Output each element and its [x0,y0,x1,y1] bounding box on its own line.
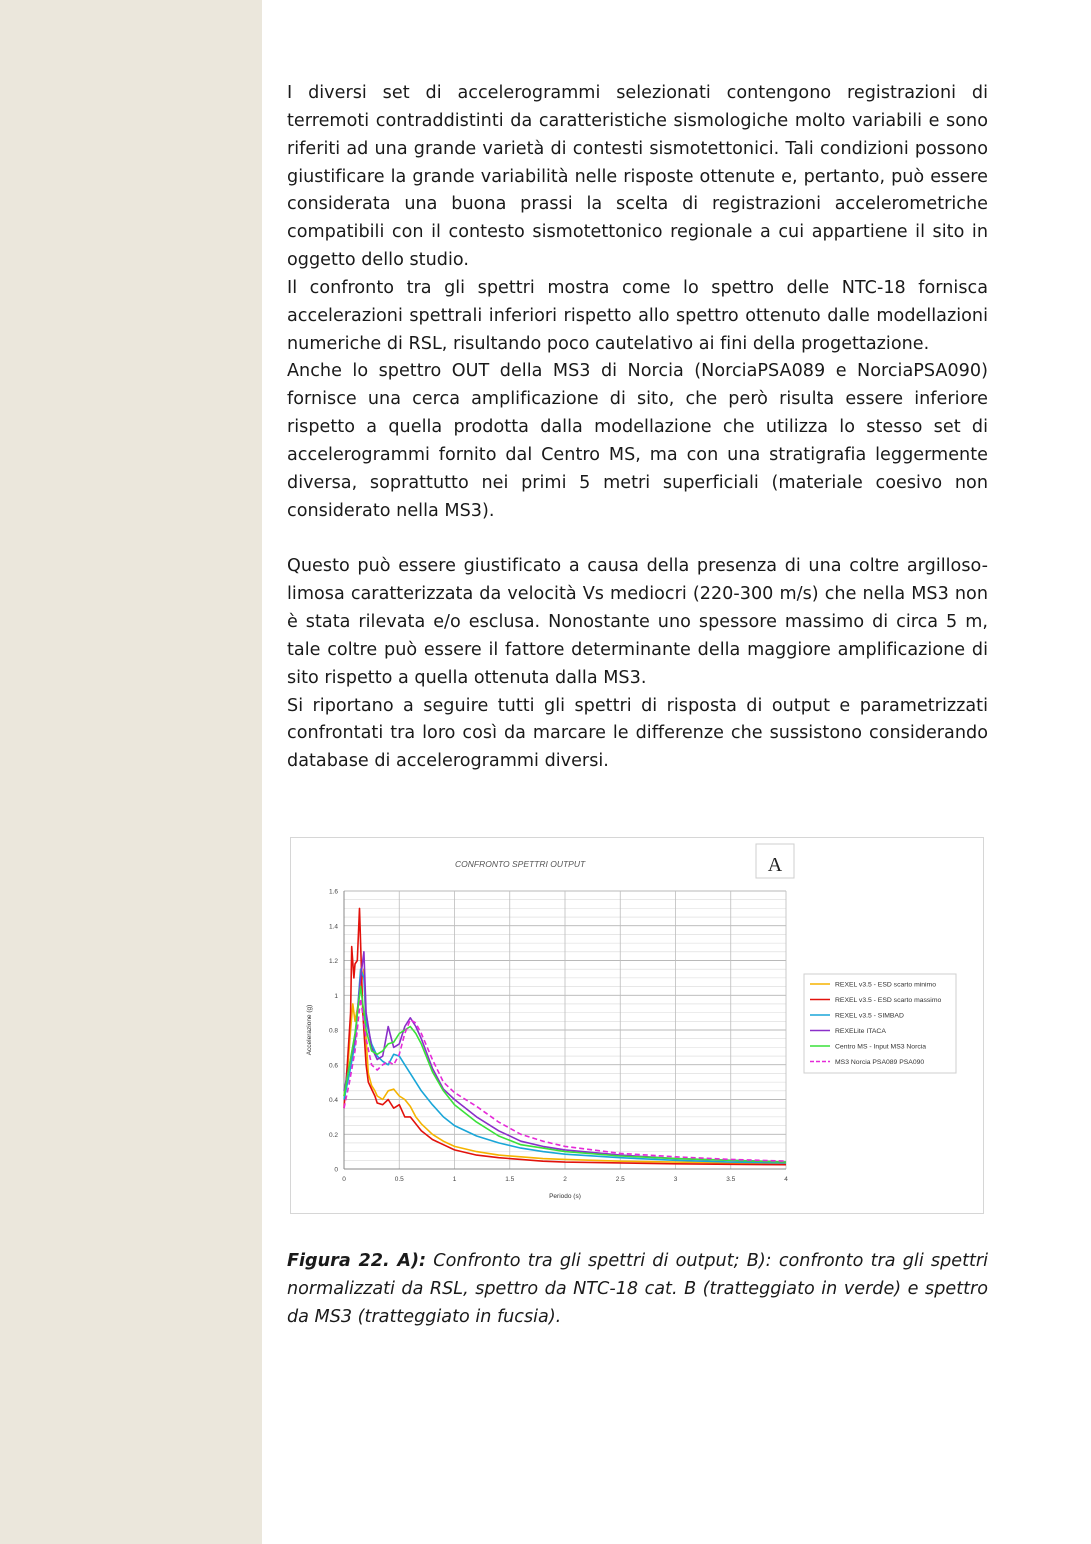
y-tick-label: 1 [334,992,338,1000]
legend-entry: REXEL v3.5 - ESD scarto minimo [835,981,936,989]
y-tick-label: 0.6 [328,1062,338,1070]
chart-title: CONFRONTO SPETTRI OUTPUT [455,859,586,869]
page-sidebar-band [0,0,262,1544]
legend-entry: REXELite ITACA [835,1028,886,1035]
legend-entry: REXEL v3.5 - SIMBAD [835,1012,904,1020]
x-tick-label: 0.5 [394,1176,404,1183]
figure-label: A [767,854,783,876]
paragraph-1: I diversi set di accelerogrammi selezionati contengono registrazioni di terremoti contraddistinti da caratteristiche sismologiche molto variabili e sono riferiti ad una grande varietà di contesti sismotettonici. Tali condizioni possono giustificare la grande variabilità nelle risposte ottenute e, pertanto, può essere considerata una buona prassi la scelta di registrazioni accelerometriche compatibili con il contesto sismotettonico regionale a cui appartiene il sito in oggetto dello studio. [287,83,988,271]
x-tick-label: 2 [563,1176,567,1183]
body-text [287,80,988,776]
legend-entry: MS3 Norcia PSA089 PSA090 [835,1059,925,1066]
y-tick-label: 1.6 [328,888,338,896]
figure-caption [287,1248,988,1332]
x-tick-label: 2.5 [615,1176,625,1183]
paragraph-2: Il confronto tra gli spettri mostra come lo spettro delle NTC-18 fornisca accelerazioni spettrali inferiori rispetto allo spettro ottenuto dalle modellazioni numeriche di RSL, risultando poco cautelativo ai fini della progettazione. [287,277,988,354]
figure-chart [290,837,984,1214]
y-tick-label: 0.8 [328,1027,338,1035]
legend-entry: REXEL v3.5 - ESD scarto massimo [835,997,942,1004]
paragraph-3: Anche lo spettro OUT della MS3 di Norcia (NorciaPSA089 e NorciaPSA090) fornisce una cerca amplificazione di sito, che però risulta essere inferiore rispetto a quella prodotta dalla modellazione che utilizza lo stesso set di accelerogrammi fornito dal Centro MS, ma con una stratigrafia leggermente diversa, soprattutto nei primi 5 metri superficiali (materiale coesivo non considerato nella MS3). [287,361,988,521]
paragraph-5: Si riportano a seguire tutti gli spettri di risposta di output e parametrizzati confrontati tra loro così da marcare le differenze che sussistono considerando database di accelerogrammi diversi. [287,695,988,772]
x-tick-label: 1.5 [505,1176,515,1183]
spectra-chart [291,838,983,1213]
y-tick-label: 1.4 [328,923,338,931]
y-axis-label: Accelerazione (g) [306,1004,313,1056]
x-tick-label: 0 [342,1176,346,1183]
caption-prefix: Figura 22. A): [287,1251,427,1271]
x-tick-label: 3 [673,1176,678,1183]
y-tick-label: 0.2 [328,1131,338,1139]
legend-entry: Centro MS - Input MS3 Norcia [835,1043,927,1051]
x-tick-label: 1 [452,1176,457,1183]
x-tick-label: 3.5 [726,1176,736,1183]
y-tick-label: 1.2 [328,958,338,965]
y-tick-label: 0.4 [328,1097,338,1104]
x-axis-label: Periodo (s) [549,1193,581,1200]
caption-text: Confronto tra gli spettri di output; B): confronto tra gli spettri normalizzati da RSL, spettro da NTC-18 cat. B (tratteggiato in verde) e spettro da MS3 (tratteggiato in fucsia). [287,1251,988,1327]
y-tick-label: 0 [334,1166,338,1174]
paragraph-4: Questo può essere giustificato a causa della presenza di una coltre argilloso-limosa caratterizzata da velocità Vs mediocri (220-300 m/s) che nella MS3 non è stata rilevata e/o esclusa. Nonostante uno spessore massimo di circa 5 m, tale coltre può essere il fattore determinante della maggiore amplificazione di sito rispetto a quella ottenuta dalla MS3. [287,556,988,688]
x-tick-label: 4 [784,1176,788,1183]
